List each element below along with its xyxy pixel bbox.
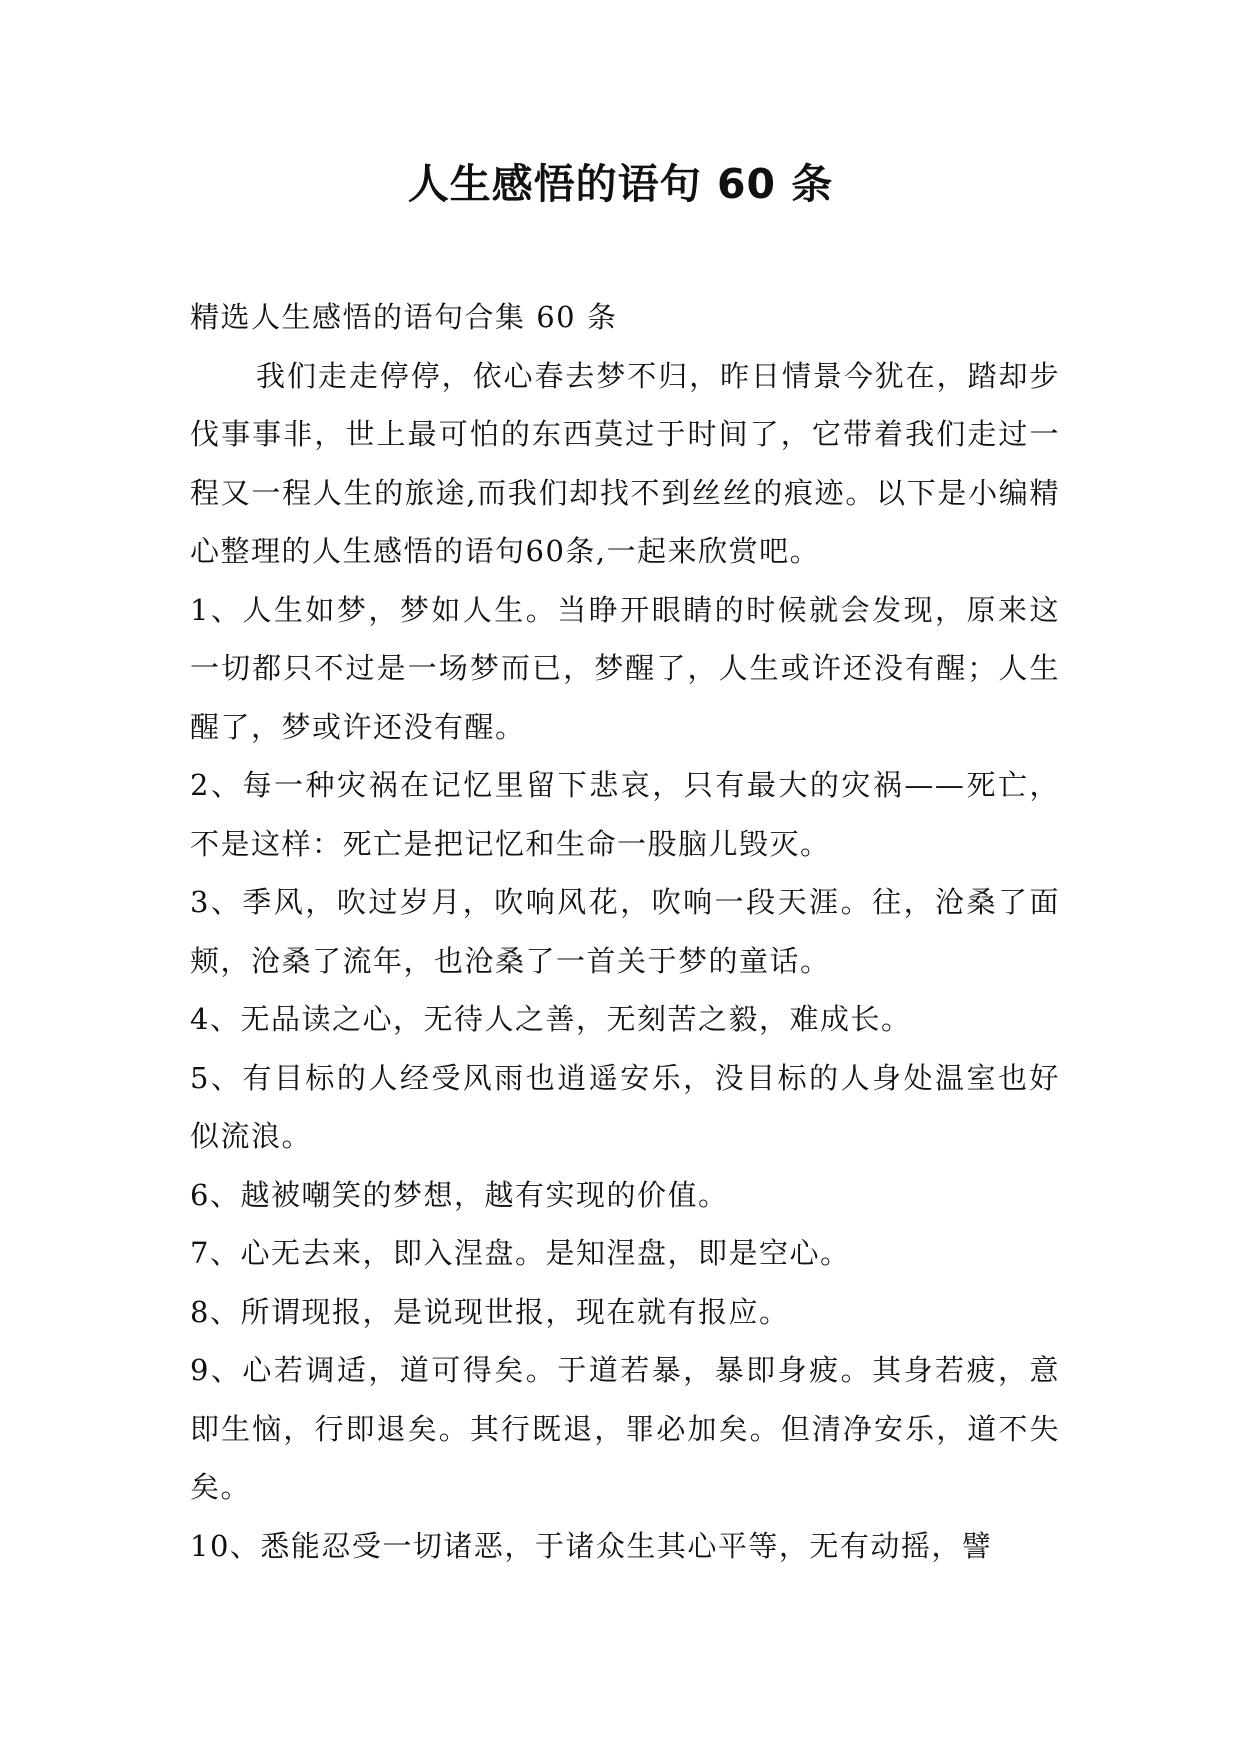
list-item: 7、心无去来，即入涅盘。是知涅盘，即是空心。 <box>190 1236 851 1270</box>
list-item: 4、无品读之心，无待人之善，无刻苦之毅，难成长。 <box>190 1002 912 1036</box>
intro-paragraph: 我们走走停停，依心春去梦不归，昨日情景今犹在，踏却步伐事事非，世上最可怕的东西莫过于时间了，它带着我们走过一程又一程人生的旅途,而我们却找不到丝丝的痕迹。以下是小编精心整理的人生感悟的语句60条,一起来欣赏吧。 <box>190 358 1060 568</box>
list-item: 10、悉能忍受一切诸恶，于诸众生其心平等，无有动摇，譬 <box>190 1528 993 1563</box>
list-item: 2、每一种灾祸在记忆里留下悲哀，只有最大的灾祸——死亡，不是这样：死亡是把记忆和生命一股脑儿毁灭。 <box>190 768 1060 861</box>
list-item: 3、季风，吹过岁月，吹响风花，吹响一段天涯。往，沧桑了面颊，沧桑了流年，也沧桑了一首关于梦的童话。 <box>190 885 1060 978</box>
page-title: 人生感悟的语句 60 条 <box>407 160 834 208</box>
list-item: 8、所谓现报，是说现世报，现在就有报应。 <box>190 1294 790 1329</box>
subtitle: 精选人生感悟的语句合集 60 条 <box>190 300 618 334</box>
list-item: 9、心若调适，道可得矣。于道若暴，暴即身疲。其身若疲，意即生恼，行即退矣。其行既退，罪必加矣。但清净安乐，道不失矣。 <box>190 1353 1060 1504</box>
list-item: 5、有目标的人经受风雨也逍遥安乐，没目标的人身处温室也好似流浪。 <box>190 1060 1060 1153</box>
list-item: 1、人生如梦，梦如人生。当睁开眼睛的时候就会发现，原来这一切都只不过是一场梦而已，梦醒了，人生或许还没有醒；人生醒了，梦或许还没有醒。 <box>190 592 1060 744</box>
list-item: 6、越被嘲笑的梦想，越有实现的价值。 <box>190 1177 729 1212</box>
document-body <box>190 288 1060 1575</box>
